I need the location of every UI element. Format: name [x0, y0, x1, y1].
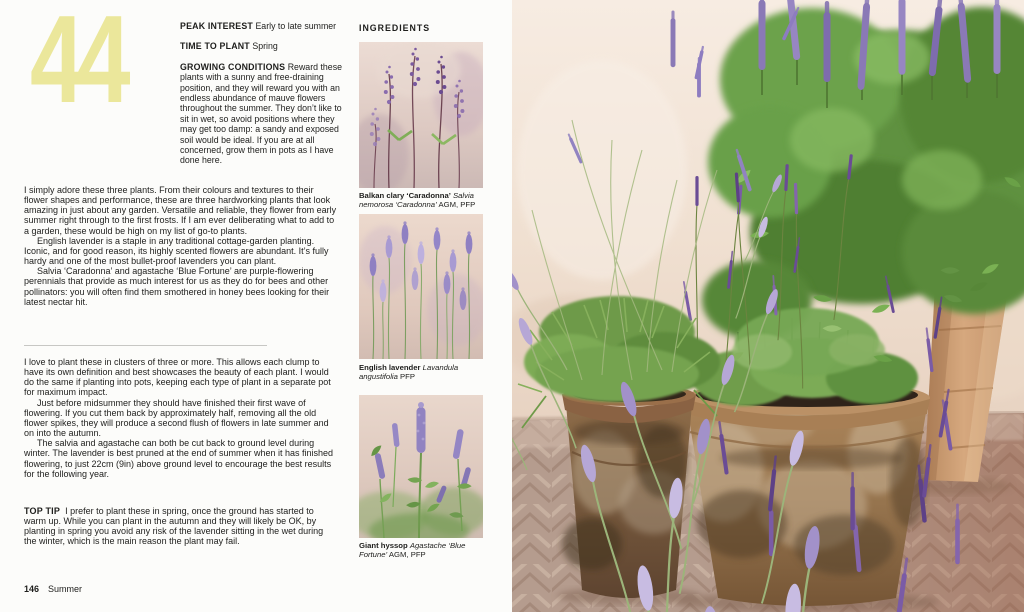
- caption-balkan-clary: [359, 191, 486, 210]
- top-tip-label: TOP TIP: [24, 506, 61, 516]
- common-name: English lavender: [359, 363, 421, 372]
- section-divider: [24, 345, 267, 346]
- time-to-plant-label: TIME TO PLANT: [180, 41, 250, 52]
- growing-conditions-label: GROWING CONDITIONS: [180, 61, 286, 72]
- time-to-plant-value: Spring: [252, 41, 278, 52]
- ingredients-heading: INGREDIENTS: [359, 23, 431, 33]
- paragraph: English lavender is a staple in any traditional cottage-garden planting. Iconic, and for good reason, its highly scented flowers are abundant. It’s fully hardy and one of the most bullet-proof lavenders you can plant.: [24, 235, 329, 267]
- section-name: Summer: [48, 584, 83, 594]
- peak-interest-label: PEAK INTEREST: [180, 21, 253, 31]
- growing-conditions-text: Reward these plants with a sunny and free-draining position, and they will reward you with an endless abundance of mauve flowers throughout the summer. They don’t like to sit in wet, so avoid positions where they may get too damp: a sandy and exposed soil would be ideal. If you are at all concerned, grow them in pots as I have done here.: [180, 61, 342, 166]
- page-number: 146: [24, 584, 40, 594]
- paragraph: I simply adore these three plants. From their colours and textures to their flower shapes and performance, these are three hardworking plants that look amazing in just about any garden. Versatile and reliable, they flower from early summer right through to the first frosts. If I am ever deliberating what to add to a garden, these would be high on my list of go-to plants.: [24, 185, 337, 236]
- latin-name: Salvia nemorosa ‘Caradonna’: [359, 191, 474, 210]
- entry-number: 44: [30, 0, 124, 129]
- caption-suffix: PFP: [400, 372, 415, 382]
- top-tip-text: I prefer to plant these in spring, once the ground has started to warm up. While you can plant in the autumn and they will likely be OK, by planting in spring you avoid any risk of the lavender sitting in the wet during the winter, which is the main reason the plant may fail.: [24, 506, 324, 547]
- caption-giant-hyssop: [359, 541, 486, 560]
- main-photo-potted-lavender-salvia-agastache: [512, 0, 1024, 612]
- common-name: Balkan clary ‘Caradonna’: [359, 191, 451, 200]
- common-name: Giant hyssop: [359, 541, 408, 550]
- paragraph: Just before midsummer they should have finished their first wave of flowering. If you cut them back by approximately half, removing all the old flower spikes, they will produce a second flush of flowers in late summer and on into the autumn.: [24, 397, 329, 439]
- photo-english-lavender: [359, 214, 483, 359]
- top-tip-paragraph: [24, 506, 337, 547]
- article-section-2: [24, 357, 337, 479]
- top-tip: [24, 506, 337, 547]
- photo-balkan-clary: [359, 42, 483, 188]
- peak-interest-row: [180, 21, 348, 31]
- page-footer: [24, 584, 82, 594]
- paragraph: Salvia ‘Caradonna’ and agastache ‘Blue Fortune’ are purple-flowering perennials that provide as much interest for us as they do for bees and other pollinators: you will often find them smothered in honey bees looking for their latest nectar hit.: [24, 266, 330, 307]
- info-panel: [180, 21, 348, 176]
- paragraph: The salvia and agastache can both be cut back to ground level during winter. The lavender is best pruned at the end of summer when it has finished flowering, to just 22cm (9in) above ground level to encourage the best results for the following year.: [24, 438, 334, 479]
- caption-suffix: AGM, PFP: [438, 200, 476, 210]
- peak-interest-value: Early to late summer: [255, 21, 337, 31]
- caption-suffix: AGM, PFP: [388, 550, 426, 560]
- growing-conditions-row: [180, 62, 348, 166]
- latin-name: Agastache ‘Blue Fortune’: [359, 541, 466, 560]
- paragraph: I love to plant these in clusters of three or more. This allows each clump to have its own definition and best showcases the beauty of each plant. I would do the same if planting into pots, keeping each type of plant in a separate pot for maximum impact.: [24, 357, 331, 398]
- caption-english-lavender: [359, 363, 486, 382]
- latin-name: Lavandula angustifolia: [359, 363, 459, 382]
- time-to-plant-row: [180, 41, 348, 51]
- article-section-1: [24, 185, 337, 307]
- photo-giant-hyssop: [359, 395, 483, 538]
